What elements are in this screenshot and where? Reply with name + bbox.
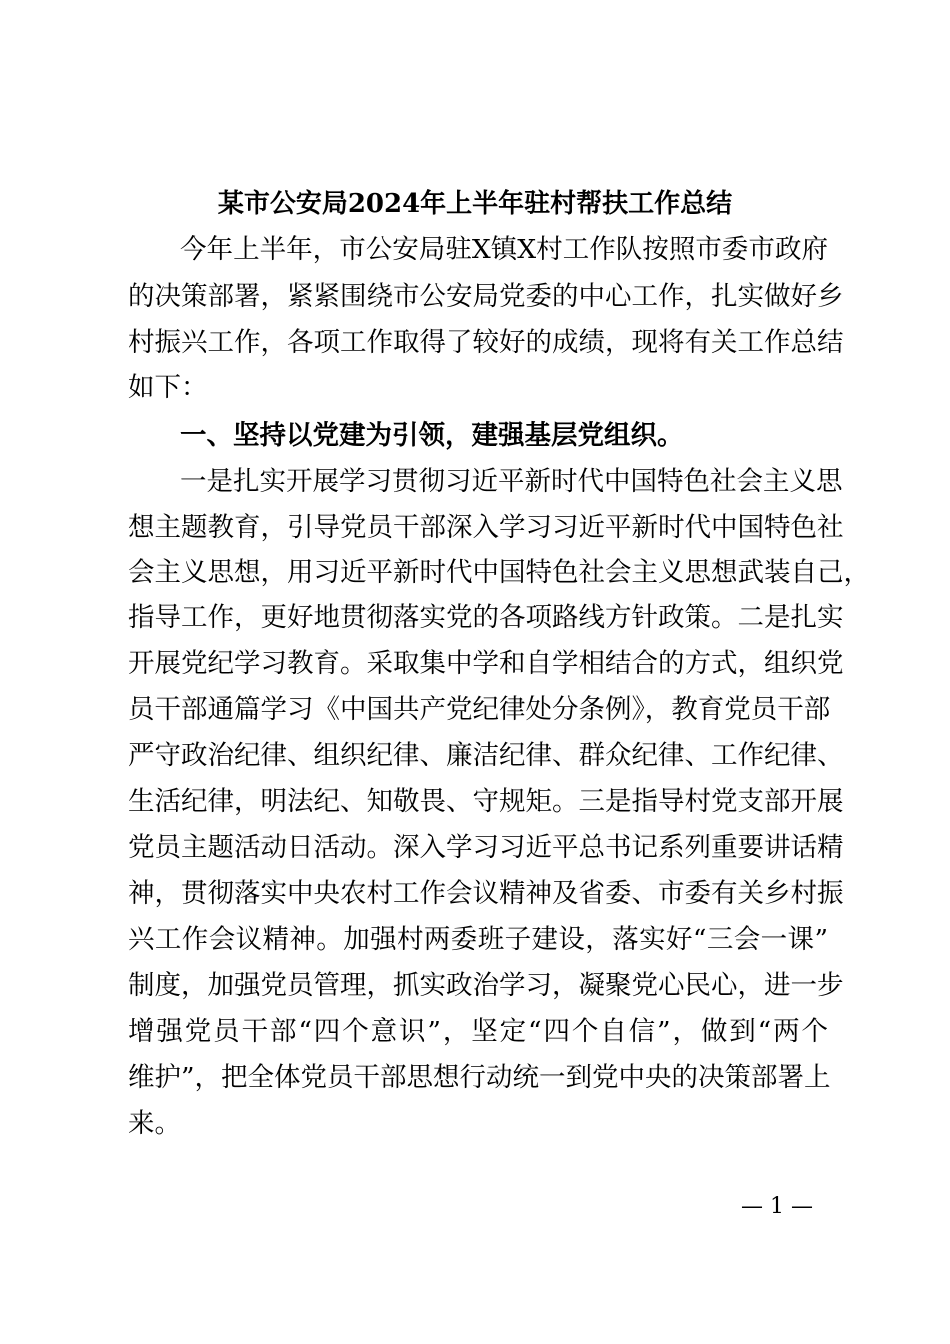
paragraph-line: 指导工作，更好地贯彻落实党的各项路线方针政策。二是扎实 — [128, 602, 844, 633]
paragraph-line: 员干部通篇学习《中国共产党纪律处分条例》，教育党员干部 — [128, 694, 831, 725]
paragraph-line: 今年上半年，市公安局驻X镇X村工作队按照市委市政府 — [180, 234, 828, 265]
page-number: — 1 — — [741, 1194, 813, 1219]
paragraph-line: 来。 — [128, 1108, 181, 1139]
paragraph-line: 兴工作会议精神。加强村两委班子建设，落实好“三会一课” — [128, 924, 828, 955]
paragraph-line: 维护”，把全体党员干部思想行动统一到党中央的决策部署上 — [128, 1062, 831, 1093]
paragraph-line: 制度，加强党员管理，抓实政治学习，凝聚党心民心，进一步 — [128, 970, 844, 1001]
paragraph-line: 严守政治纪律、组织纪律、廉洁纪律、群众纪律、工作纪律、 — [128, 740, 844, 771]
paragraph-line: 一是扎实开展学习贯彻习近平新时代中国特色社会主义思 — [180, 466, 843, 497]
paragraph-line: 如下： — [128, 372, 208, 403]
paragraph-line: 开展党纪学习教育。采取集中学和自学相结合的方式，组织党 — [128, 648, 844, 679]
paragraph-line: 的决策部署，紧紧围绕市公安局党委的中心工作，扎实做好乡 — [128, 281, 844, 312]
paragraph-line: 生活纪律，明法纪、知敬畏、守规矩。三是指导村党支部开展 — [128, 786, 844, 817]
paragraph-line: 想主题教育，引导党员干部深入学习习近平新时代中国特色社 — [128, 512, 844, 543]
paragraph-line: 村振兴工作，各项工作取得了较好的成绩，现将有关工作总结 — [128, 327, 844, 358]
paragraph-line: 党员主题活动日活动。深入学习习近平总书记系列重要讲话精 — [128, 832, 844, 863]
paragraph-line: 增强党员干部“四个意识”，坚定“四个自信”，做到“两个 — [128, 1016, 828, 1047]
section-heading: 一、坚持以党建为引领，建强基层党组织。 — [180, 420, 684, 451]
paragraph-line: 神，贯彻落实中央农村工作会议精神及省委、市委有关乡村振 — [128, 878, 844, 909]
document-title: 某市公安局2024年上半年驻村帮扶工作总结 — [217, 189, 733, 219]
paragraph-line: 会主义思想，用习近平新时代中国特色社会主义思想武装自己， — [128, 557, 870, 588]
